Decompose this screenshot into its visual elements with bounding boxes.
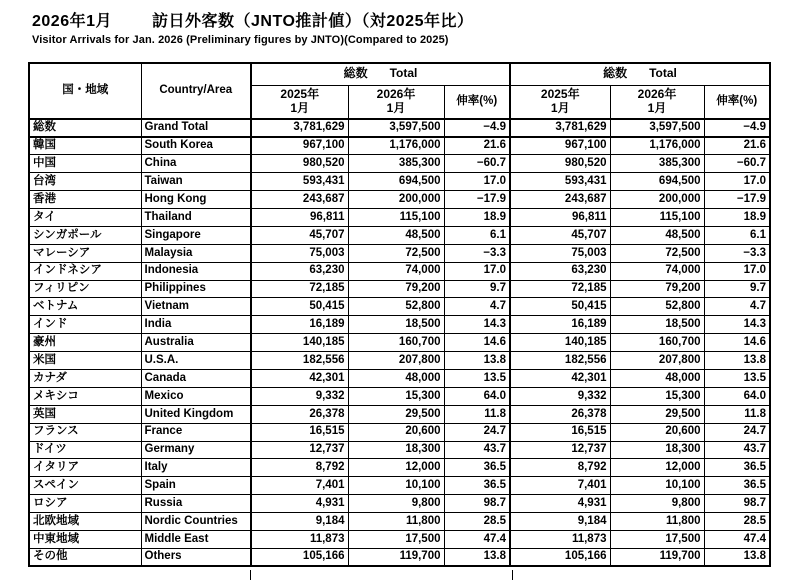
- visitor-arrivals-table: [28, 62, 771, 567]
- cell-growth-left: −4.9: [444, 119, 510, 137]
- cell-country-ja: 総数: [29, 119, 141, 137]
- cell-growth-right: 4.7: [704, 298, 770, 316]
- cell-country-ja: 北欧地域: [29, 513, 141, 531]
- cell-2026-left: 119,700: [348, 548, 444, 566]
- cell-growth-left: 36.5: [444, 477, 510, 495]
- table-row: [29, 155, 770, 173]
- cell-2026-left: 29,500: [348, 405, 444, 423]
- cell-2025-left: 16,189: [251, 316, 348, 334]
- cell-growth-left: 14.3: [444, 316, 510, 334]
- cell-2026-left: 79,200: [348, 280, 444, 298]
- cell-2025-left: 7,401: [251, 477, 348, 495]
- cell-country-en: Nordic Countries: [141, 513, 251, 531]
- table-row: [29, 387, 770, 405]
- cell-2026-right: 10,100: [610, 477, 704, 495]
- cell-2026-right: 79,200: [610, 280, 704, 298]
- cell-2025-right: 11,873: [510, 530, 610, 548]
- cell-growth-right: 21.6: [704, 137, 770, 155]
- cell-2026-right: 18,500: [610, 316, 704, 334]
- cell-country-en: Mexico: [141, 387, 251, 405]
- header-group-total-right: [510, 63, 770, 85]
- cell-2026-left: 48,000: [348, 369, 444, 387]
- cell-country-en: France: [141, 423, 251, 441]
- cell-growth-left: 9.7: [444, 280, 510, 298]
- header-2025-right: [510, 85, 610, 119]
- cell-growth-right: 14.6: [704, 334, 770, 352]
- cell-country-en: China: [141, 155, 251, 173]
- cell-2026-left: 17,500: [348, 530, 444, 548]
- cell-2026-right: 3,597,500: [610, 119, 704, 137]
- month-label: 1月: [290, 100, 310, 115]
- cell-country-en: Germany: [141, 441, 251, 459]
- cell-2025-right: 967,100: [510, 137, 610, 155]
- cell-2026-left: 52,800: [348, 298, 444, 316]
- cell-growth-right: 13.8: [704, 352, 770, 370]
- table-row: [29, 441, 770, 459]
- table-row: [29, 530, 770, 548]
- cell-2026-right: 20,600: [610, 423, 704, 441]
- cell-2026-left: 9,800: [348, 495, 444, 513]
- cell-2026-right: 385,300: [610, 155, 704, 173]
- cell-2026-right: 74,000: [610, 262, 704, 280]
- cell-2025-right: 105,166: [510, 548, 610, 566]
- cell-growth-left: −3.3: [444, 244, 510, 262]
- cell-country-ja: スペイン: [29, 477, 141, 495]
- page-title: [32, 8, 473, 31]
- cell-2026-left: 18,300: [348, 441, 444, 459]
- cell-country-ja: フランス: [29, 423, 141, 441]
- cell-2025-left: 9,184: [251, 513, 348, 531]
- cell-2026-right: 207,800: [610, 352, 704, 370]
- cell-2025-left: 72,185: [251, 280, 348, 298]
- cell-country-en: Australia: [141, 334, 251, 352]
- table-row: [29, 513, 770, 531]
- table-row: [29, 208, 770, 226]
- cell-2025-left: 16,515: [251, 423, 348, 441]
- title-main: 訪日外客数（JNTO推計値）（対2025年比）: [152, 13, 474, 30]
- cell-growth-left: 47.4: [444, 530, 510, 548]
- cell-2025-left: 63,230: [251, 262, 348, 280]
- cell-growth-left: 13.8: [444, 548, 510, 566]
- cell-country-ja: 台湾: [29, 173, 141, 191]
- cell-2025-left: 75,003: [251, 244, 348, 262]
- month-label: 1月: [647, 100, 667, 115]
- cell-growth-left: 24.7: [444, 423, 510, 441]
- cell-2025-right: 3,781,629: [510, 119, 610, 137]
- cell-2025-left: 980,520: [251, 155, 348, 173]
- cell-growth-right: 47.4: [704, 530, 770, 548]
- cell-country-ja: フィリピン: [29, 280, 141, 298]
- table-row: [29, 244, 770, 262]
- cell-growth-left: 98.7: [444, 495, 510, 513]
- cropped-table-continuation-line: [250, 570, 251, 580]
- cell-2025-left: 45,707: [251, 226, 348, 244]
- cell-growth-left: 14.6: [444, 334, 510, 352]
- cell-2025-right: 16,189: [510, 316, 610, 334]
- cell-2026-left: 12,000: [348, 459, 444, 477]
- cell-2026-left: 694,500: [348, 173, 444, 191]
- cell-country-en: U.S.A.: [141, 352, 251, 370]
- title-block: [32, 8, 473, 46]
- cell-2025-left: 96,811: [251, 208, 348, 226]
- cell-2026-right: 11,800: [610, 513, 704, 531]
- cell-2026-right: 15,300: [610, 387, 704, 405]
- cell-growth-right: 36.5: [704, 477, 770, 495]
- header-growth-right: 伸率(%): [704, 85, 770, 119]
- cell-2026-left: 74,000: [348, 262, 444, 280]
- table-row: [29, 459, 770, 477]
- cell-growth-right: −17.9: [704, 191, 770, 209]
- header-country-ja: 国・地域: [29, 63, 141, 119]
- cell-growth-right: −60.7: [704, 155, 770, 173]
- table-row: [29, 495, 770, 513]
- cell-2025-right: 50,415: [510, 298, 610, 316]
- cell-growth-right: 24.7: [704, 423, 770, 441]
- cell-growth-right: −3.3: [704, 244, 770, 262]
- title-date: 2026年1月: [32, 13, 112, 30]
- cell-country-ja: インド: [29, 316, 141, 334]
- table-row: [29, 477, 770, 495]
- cell-country-ja: ロシア: [29, 495, 141, 513]
- cell-2025-right: 16,515: [510, 423, 610, 441]
- cell-2025-left: 140,185: [251, 334, 348, 352]
- cell-country-en: Spain: [141, 477, 251, 495]
- cell-2026-left: 207,800: [348, 352, 444, 370]
- cell-country-en: Grand Total: [141, 119, 251, 137]
- table-row: [29, 298, 770, 316]
- cell-country-en: Middle East: [141, 530, 251, 548]
- cell-growth-right: −4.9: [704, 119, 770, 137]
- cell-2025-left: 42,301: [251, 369, 348, 387]
- cell-growth-left: 17.0: [444, 173, 510, 191]
- year-label: 2026年: [376, 86, 416, 101]
- cell-country-ja: ベトナム: [29, 298, 141, 316]
- cell-growth-right: 11.8: [704, 405, 770, 423]
- header-group-total-left: [251, 63, 510, 85]
- cell-country-ja: インドネシア: [29, 262, 141, 280]
- cell-country-en: Malaysia: [141, 244, 251, 262]
- table-row: [29, 369, 770, 387]
- cell-2025-left: 11,873: [251, 530, 348, 548]
- cell-country-en: Philippines: [141, 280, 251, 298]
- year-label: 2025年: [540, 86, 580, 101]
- cell-growth-right: 13.5: [704, 369, 770, 387]
- cell-2026-right: 48,500: [610, 226, 704, 244]
- page-subtitle: Visitor Arrivals for Jan. 2026 (Preliminary figures by JNTO)(Compared to 2025): [32, 34, 449, 46]
- cell-growth-right: 18.9: [704, 208, 770, 226]
- cell-2026-right: 115,100: [610, 208, 704, 226]
- cell-country-en: Thailand: [141, 208, 251, 226]
- cell-country-ja: 韓国: [29, 137, 141, 155]
- cell-growth-right: 43.7: [704, 441, 770, 459]
- cell-2025-right: 4,931: [510, 495, 610, 513]
- cell-growth-left: 18.9: [444, 208, 510, 226]
- cell-2026-right: 48,000: [610, 369, 704, 387]
- cell-2026-left: 10,100: [348, 477, 444, 495]
- cell-country-en: Taiwan: [141, 173, 251, 191]
- cell-country-ja: タイ: [29, 208, 141, 226]
- cell-2026-right: 18,300: [610, 441, 704, 459]
- cell-2025-left: 593,431: [251, 173, 348, 191]
- month-label: 1月: [386, 100, 406, 115]
- cell-2025-left: 9,332: [251, 387, 348, 405]
- cell-country-en: Others: [141, 548, 251, 566]
- cell-country-en: Vietnam: [141, 298, 251, 316]
- cell-country-ja: 米国: [29, 352, 141, 370]
- cell-2025-left: 26,378: [251, 405, 348, 423]
- cell-country-ja: 豪州: [29, 334, 141, 352]
- cell-2025-right: 45,707: [510, 226, 610, 244]
- cell-growth-right: 36.5: [704, 459, 770, 477]
- cell-2026-right: 9,800: [610, 495, 704, 513]
- cell-growth-left: −17.9: [444, 191, 510, 209]
- cell-2025-left: 50,415: [251, 298, 348, 316]
- cell-growth-right: 6.1: [704, 226, 770, 244]
- cell-2025-left: 12,737: [251, 441, 348, 459]
- cell-2026-left: 72,500: [348, 244, 444, 262]
- cell-country-ja: イタリア: [29, 459, 141, 477]
- cell-growth-right: 14.3: [704, 316, 770, 334]
- cell-country-en: India: [141, 316, 251, 334]
- cell-country-ja: 中国: [29, 155, 141, 173]
- cell-2026-left: 200,000: [348, 191, 444, 209]
- table-row: [29, 119, 770, 137]
- cell-2025-right: 140,185: [510, 334, 610, 352]
- cell-2026-right: 200,000: [610, 191, 704, 209]
- header-growth-left: 伸率(%): [444, 85, 510, 119]
- cell-2025-right: 8,792: [510, 459, 610, 477]
- cell-2026-left: 48,500: [348, 226, 444, 244]
- cell-country-ja: メキシコ: [29, 387, 141, 405]
- cell-2026-left: 20,600: [348, 423, 444, 441]
- cell-growth-left: 11.8: [444, 405, 510, 423]
- cell-country-en: Canada: [141, 369, 251, 387]
- cell-growth-right: 64.0: [704, 387, 770, 405]
- table-row: [29, 137, 770, 155]
- cropped-table-continuation-line: [512, 570, 513, 580]
- cell-country-en: Hong Kong: [141, 191, 251, 209]
- cell-2025-left: 105,166: [251, 548, 348, 566]
- cell-2026-left: 115,100: [348, 208, 444, 226]
- table-row: [29, 280, 770, 298]
- cell-2026-left: 385,300: [348, 155, 444, 173]
- cell-2026-left: 3,597,500: [348, 119, 444, 137]
- header-group-en: Total: [389, 66, 418, 81]
- cell-2025-right: 980,520: [510, 155, 610, 173]
- cell-2025-right: 9,184: [510, 513, 610, 531]
- table-row: [29, 405, 770, 423]
- table-row: [29, 173, 770, 191]
- cell-country-en: South Korea: [141, 137, 251, 155]
- cell-country-ja: ドイツ: [29, 441, 141, 459]
- header-group-ja: 総数: [603, 66, 628, 81]
- month-label: 1月: [550, 100, 570, 115]
- table-row: [29, 191, 770, 209]
- cell-growth-left: 28.5: [444, 513, 510, 531]
- cell-growth-left: 13.5: [444, 369, 510, 387]
- cell-2026-right: 72,500: [610, 244, 704, 262]
- header-group-ja: 総数: [343, 66, 368, 81]
- header-2026-left: [348, 85, 444, 119]
- cell-2026-right: 160,700: [610, 334, 704, 352]
- cell-2025-left: 8,792: [251, 459, 348, 477]
- cell-2026-left: 18,500: [348, 316, 444, 334]
- cell-2025-right: 243,687: [510, 191, 610, 209]
- cell-country-ja: その他: [29, 548, 141, 566]
- cell-2025-left: 4,931: [251, 495, 348, 513]
- cell-country-ja: 香港: [29, 191, 141, 209]
- cell-country-ja: シンガポール: [29, 226, 141, 244]
- cell-country-en: Russia: [141, 495, 251, 513]
- cell-2025-right: 9,332: [510, 387, 610, 405]
- header-2026-right: [610, 85, 704, 119]
- table-row: [29, 423, 770, 441]
- cell-country-en: Italy: [141, 459, 251, 477]
- table-row: [29, 226, 770, 244]
- cell-growth-right: 13.8: [704, 548, 770, 566]
- cell-2025-right: 75,003: [510, 244, 610, 262]
- cell-growth-left: 4.7: [444, 298, 510, 316]
- table-row: [29, 334, 770, 352]
- cell-2025-right: 72,185: [510, 280, 610, 298]
- cell-2026-right: 1,176,000: [610, 137, 704, 155]
- cell-growth-right: 98.7: [704, 495, 770, 513]
- cell-2025-left: 3,781,629: [251, 119, 348, 137]
- cell-2026-right: 29,500: [610, 405, 704, 423]
- cell-2026-right: 119,700: [610, 548, 704, 566]
- cell-2026-right: 52,800: [610, 298, 704, 316]
- table-row: [29, 316, 770, 334]
- year-label: 2025年: [280, 86, 320, 101]
- table-header: [29, 63, 770, 119]
- cell-growth-right: 17.0: [704, 173, 770, 191]
- cell-2025-left: 182,556: [251, 352, 348, 370]
- table-row: [29, 548, 770, 566]
- cell-country-ja: 英国: [29, 405, 141, 423]
- cell-country-en: Indonesia: [141, 262, 251, 280]
- cell-growth-right: 28.5: [704, 513, 770, 531]
- year-label: 2026年: [637, 86, 677, 101]
- cell-2025-right: 63,230: [510, 262, 610, 280]
- cell-country-en: United Kingdom: [141, 405, 251, 423]
- cell-2025-right: 7,401: [510, 477, 610, 495]
- cell-2025-right: 182,556: [510, 352, 610, 370]
- cell-2025-right: 593,431: [510, 173, 610, 191]
- cell-growth-left: 17.0: [444, 262, 510, 280]
- table-body: [29, 119, 770, 566]
- cell-growth-left: −60.7: [444, 155, 510, 173]
- header-2025-left: [251, 85, 348, 119]
- cell-2026-left: 1,176,000: [348, 137, 444, 155]
- header-group-en: Total: [649, 66, 677, 81]
- cell-2026-left: 11,800: [348, 513, 444, 531]
- table-row: [29, 352, 770, 370]
- cell-2026-left: 160,700: [348, 334, 444, 352]
- cell-growth-right: 9.7: [704, 280, 770, 298]
- cell-growth-left: 43.7: [444, 441, 510, 459]
- cell-country-ja: カナダ: [29, 369, 141, 387]
- header-country-en: Country/Area: [141, 63, 251, 119]
- cell-growth-right: 17.0: [704, 262, 770, 280]
- cell-country-ja: 中東地域: [29, 530, 141, 548]
- cell-growth-left: 21.6: [444, 137, 510, 155]
- cell-2025-right: 12,737: [510, 441, 610, 459]
- cell-country-ja: マレーシア: [29, 244, 141, 262]
- cell-2026-right: 12,000: [610, 459, 704, 477]
- cell-2025-left: 243,687: [251, 191, 348, 209]
- cell-growth-left: 6.1: [444, 226, 510, 244]
- cell-2026-right: 17,500: [610, 530, 704, 548]
- table-row: [29, 262, 770, 280]
- cell-growth-left: 13.8: [444, 352, 510, 370]
- cell-2025-right: 96,811: [510, 208, 610, 226]
- cell-2025-right: 42,301: [510, 369, 610, 387]
- cell-growth-left: 36.5: [444, 459, 510, 477]
- cell-2026-right: 694,500: [610, 173, 704, 191]
- cell-2026-left: 15,300: [348, 387, 444, 405]
- cell-growth-left: 64.0: [444, 387, 510, 405]
- cell-2025-right: 26,378: [510, 405, 610, 423]
- cell-2025-left: 967,100: [251, 137, 348, 155]
- cell-country-en: Singapore: [141, 226, 251, 244]
